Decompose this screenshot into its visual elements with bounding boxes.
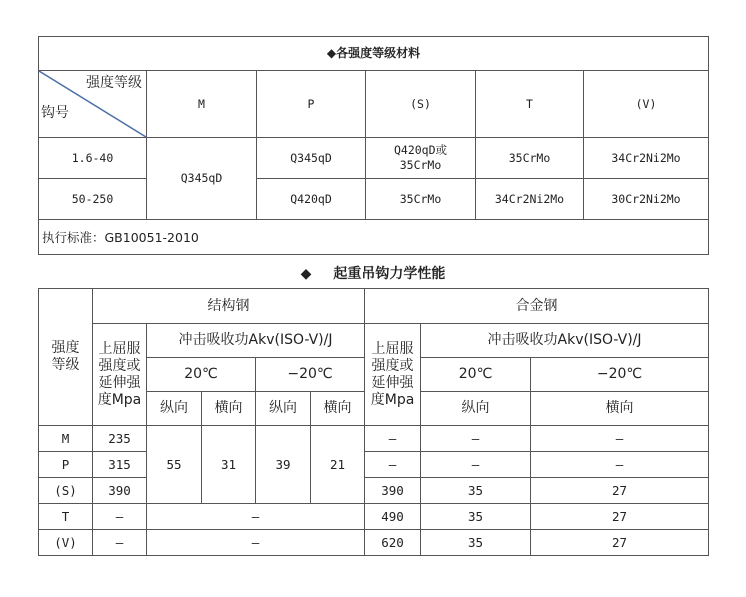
structural-transverse-neg20: 横向 [311, 392, 365, 426]
material-t-row1: 35CrMo [476, 138, 584, 179]
hook-range-2: 50-250 [39, 179, 147, 220]
structural-yield-s: 390 [93, 478, 147, 504]
materials-table-title: ◆各强度等级材料 [39, 37, 709, 71]
grade-p: P [39, 452, 93, 478]
material-p-row1: Q345qD [257, 138, 366, 179]
alloy-yield-m: — [365, 426, 421, 452]
grade-header-s: (S) [366, 71, 476, 138]
alloy-yield-s: 390 [365, 478, 421, 504]
impact-transverse-20: 31 [202, 426, 256, 504]
structural-yield-t: — [93, 504, 147, 530]
diagonal-header-cell [39, 71, 147, 138]
structural-steel-header: 结构钢 [93, 289, 365, 324]
alloy-neg20-p: — [531, 452, 709, 478]
alloy-impact-header: 冲击吸收功Akv(ISO-V)/J [421, 324, 709, 358]
standard-note: 执行标准：GB10051-2010 [39, 220, 709, 255]
structural-yield-m: 235 [93, 426, 147, 452]
alloy-yield-header: 上屈服强度或延伸强度Mpa [365, 324, 421, 426]
material-m: Q345qD [147, 138, 257, 220]
alloy-neg20-t: 27 [531, 504, 709, 530]
structural-yield-v: — [93, 530, 147, 556]
header-hook-label: 钩号 [41, 105, 69, 121]
grade-v: (V) [39, 530, 93, 556]
alloy-temp-20: 20℃ [421, 358, 531, 392]
alloy-yield-t: 490 [365, 504, 421, 530]
structural-impact-t: — [147, 504, 365, 530]
structural-transverse-20: 横向 [202, 392, 256, 426]
alloy-neg20-m: — [531, 426, 709, 452]
impact-longitudinal-neg20: 39 [256, 426, 311, 504]
impact-longitudinal-20: 55 [147, 426, 202, 504]
alloy-neg20-s: 27 [531, 478, 709, 504]
properties-title-text: 起重吊钩力学性能 [333, 266, 446, 282]
materials-table [38, 36, 709, 255]
material-s-row1: Q420qD或35CrMo [366, 138, 476, 179]
alloy-neg20-v: 27 [531, 530, 709, 556]
material-t-row2: 34Cr2Ni2Mo [476, 179, 584, 220]
material-v-row2: 30Cr2Ni2Mo [584, 179, 709, 220]
structural-yield-header: 上屈服强度或延伸强度Mpa [93, 324, 147, 426]
grade-s: (S) [39, 478, 93, 504]
alloy-20-p: — [421, 452, 531, 478]
properties-title [0, 263, 746, 283]
structural-impact-v: — [147, 530, 365, 556]
grade-header-m: M [147, 71, 257, 138]
alloy-20-t: 35 [421, 504, 531, 530]
grade-header-t: T [476, 71, 584, 138]
structural-longitudinal-neg20: 纵向 [256, 392, 311, 426]
material-s-row2: 35CrMo [366, 179, 476, 220]
grade-header-p: P [257, 71, 366, 138]
alloy-steel-header: 合金钢 [365, 289, 709, 324]
material-p-row2: Q420qD [257, 179, 366, 220]
grade-m: M [39, 426, 93, 452]
structural-temp-neg20: −20℃ [256, 358, 365, 392]
header-grade-label: 强度等级 [86, 75, 142, 91]
strength-grade-header: 强度等级 [39, 289, 93, 426]
properties-table [38, 288, 709, 556]
alloy-temp-neg20: −20℃ [531, 358, 709, 392]
structural-longitudinal-20: 纵向 [147, 392, 202, 426]
impact-transverse-neg20: 21 [311, 426, 365, 504]
structural-temp-20: 20℃ [147, 358, 256, 392]
material-v-row1: 34Cr2Ni2Mo [584, 138, 709, 179]
alloy-yield-v: 620 [365, 530, 421, 556]
grade-header-v: (V) [584, 71, 709, 138]
diamond-icon: ◆ [300, 266, 312, 282]
alloy-longitudinal: 纵向 [421, 392, 531, 426]
hook-range-1: 1.6-40 [39, 138, 147, 179]
grade-t: T [39, 504, 93, 530]
alloy-20-m: — [421, 426, 531, 452]
structural-impact-header: 冲击吸收功Akv(ISO-V)/J [147, 324, 365, 358]
alloy-20-v: 35 [421, 530, 531, 556]
alloy-transverse: 横向 [531, 392, 709, 426]
structural-yield-p: 315 [93, 452, 147, 478]
alloy-yield-p: — [365, 452, 421, 478]
alloy-20-s: 35 [421, 478, 531, 504]
